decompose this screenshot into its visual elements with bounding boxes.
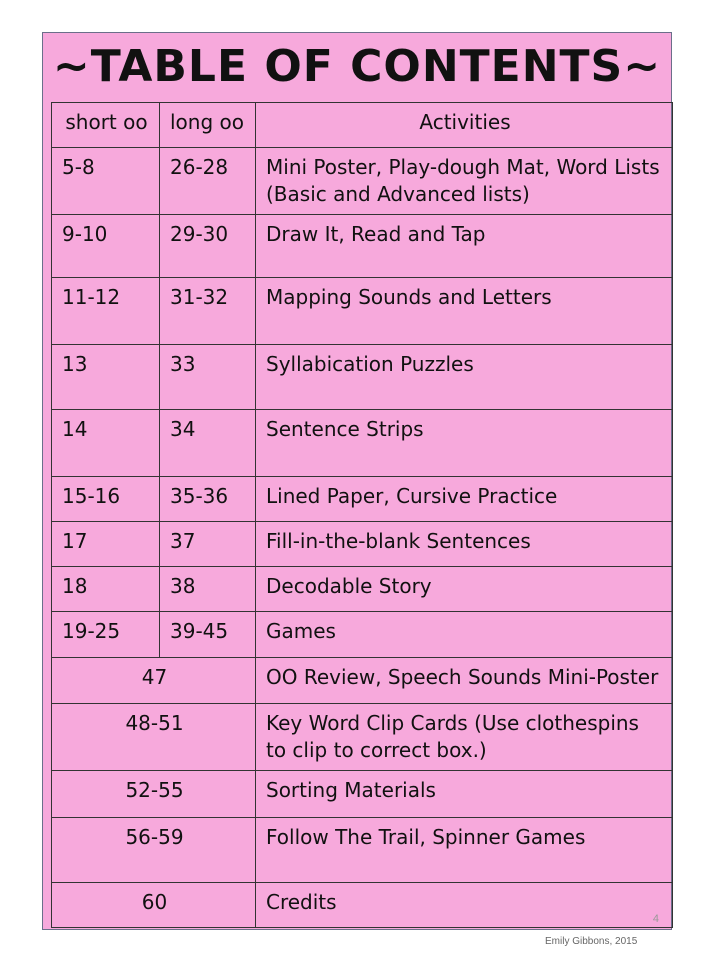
page-range-cell: 60 <box>52 883 256 928</box>
header-short-oo: short oo <box>52 103 160 148</box>
activity-cell: Sorting Materials <box>256 771 673 818</box>
page-range-cell: 52-55 <box>52 771 256 818</box>
activity-cell: Mini Poster, Play-dough Mat, Word Lists (Basic and Advanced lists) <box>256 148 673 215</box>
table-row <box>52 148 673 215</box>
activity-cell: Decodable Story <box>256 567 673 612</box>
long-oo-pages: 34 <box>160 410 256 477</box>
activity-cell: Follow The Trail, Spinner Games <box>256 818 673 883</box>
page-range-cell: 48-51 <box>52 704 256 771</box>
activity-cell: Credits <box>256 883 673 928</box>
table-row <box>52 215 673 278</box>
activity-cell: Games <box>256 612 673 658</box>
header-activities: Activities <box>256 103 673 148</box>
short-oo-pages: 18 <box>52 567 160 612</box>
activity-cell: OO Review, Speech Sounds Mini-Poster <box>256 658 673 704</box>
table-header-row <box>52 103 673 148</box>
header-long-oo: long oo <box>160 103 256 148</box>
short-oo-pages: 15-16 <box>52 477 160 522</box>
table-row <box>52 612 673 658</box>
table-row <box>52 567 673 612</box>
long-oo-pages: 26-28 <box>160 148 256 215</box>
short-oo-pages: 17 <box>52 522 160 567</box>
activity-cell: Key Word Clip Cards (Use clothespins to clip to correct box.) <box>256 704 673 771</box>
activity-cell: Lined Paper, Cursive Practice <box>256 477 673 522</box>
table-row <box>52 883 673 928</box>
short-oo-pages: 19-25 <box>52 612 160 658</box>
table-row <box>52 704 673 771</box>
table-row <box>52 771 673 818</box>
long-oo-pages: 35-36 <box>160 477 256 522</box>
table-row <box>52 522 673 567</box>
long-oo-pages: 38 <box>160 567 256 612</box>
copyright-credit: Emily Gibbons, 2015 <box>545 936 638 947</box>
short-oo-pages: 5-8 <box>52 148 160 215</box>
long-oo-pages: 39-45 <box>160 612 256 658</box>
long-oo-pages: 33 <box>160 345 256 410</box>
toc-table <box>51 102 673 928</box>
page-range-cell: 47 <box>52 658 256 704</box>
activity-cell: Fill-in-the-blank Sentences <box>256 522 673 567</box>
short-oo-pages: 11-12 <box>52 278 160 345</box>
activity-cell: Sentence Strips <box>256 410 673 477</box>
short-oo-pages: 14 <box>52 410 160 477</box>
page-number: 4 <box>652 913 659 925</box>
table-row <box>52 818 673 883</box>
activity-cell: Mapping Sounds and Letters <box>256 278 673 345</box>
long-oo-pages: 29-30 <box>160 215 256 278</box>
table-row <box>52 477 673 522</box>
long-oo-pages: 31-32 <box>160 278 256 345</box>
page-title: ~TABLE OF CONTENTS~ <box>52 41 662 92</box>
table-row <box>52 658 673 704</box>
table-row <box>52 345 673 410</box>
activity-cell: Draw It, Read and Tap <box>256 215 673 278</box>
table-row <box>52 278 673 345</box>
toc-page <box>42 32 672 930</box>
long-oo-pages: 37 <box>160 522 256 567</box>
table-row <box>52 410 673 477</box>
short-oo-pages: 13 <box>52 345 160 410</box>
page-range-cell: 56-59 <box>52 818 256 883</box>
activity-cell: Syllabication Puzzles <box>256 345 673 410</box>
short-oo-pages: 9-10 <box>52 215 160 278</box>
